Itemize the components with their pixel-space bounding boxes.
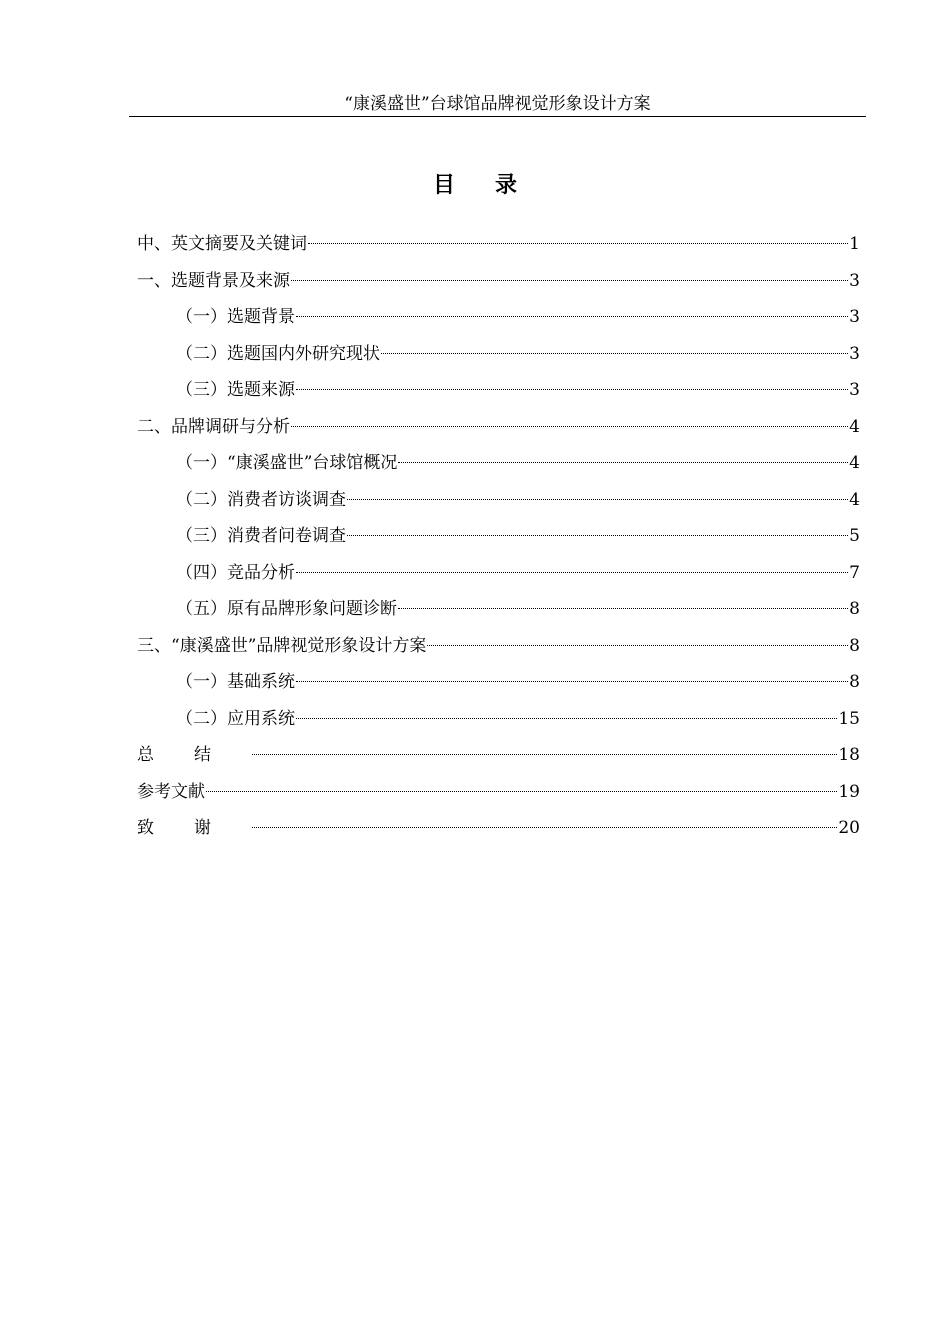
dot-leader [308,243,848,244]
dot-leader [252,827,837,828]
toc-entry-text: 总结 [137,745,251,765]
toc-entry-page: 3 [849,270,860,291]
toc-entry[interactable] [137,701,860,738]
toc-entry-text: 二、品牌调研与分析 [137,416,290,437]
toc-entry-page: 8 [849,599,860,619]
dot-leader [347,499,848,500]
toc-entry-page: 3 [849,343,860,364]
toc-entry-page: 8 [849,672,860,692]
toc-entry-text: 三、“康溪盛世”品牌视觉形象设计方案 [137,635,427,656]
dot-leader [381,353,848,354]
dot-leader [296,389,848,390]
dot-leader [291,280,848,281]
toc-entry-text: （五）原有品牌形象问题诊断 [176,599,397,619]
toc-entry[interactable] [137,409,860,446]
toc-entry-page: 1 [849,234,860,254]
toc-entry[interactable] [137,372,860,409]
toc-entry-page: 8 [849,635,860,656]
toc-entry-text: （四）竞品分析 [176,562,295,583]
toc-entry[interactable] [137,591,860,628]
toc-entry-page: 4 [849,416,860,437]
dot-leader [427,645,848,646]
toc-entry-text: （二）应用系统 [176,708,295,729]
dot-leader [296,681,848,682]
dot-leader [347,535,848,536]
toc-entry-text: 致谢 [137,818,251,838]
table-of-contents [137,226,860,847]
toc-entry[interactable] [137,737,860,774]
toc-entry-text: （一）基础系统 [176,672,295,692]
toc-entry-text: 一、选题背景及来源 [137,270,290,291]
dot-leader [206,791,837,792]
toc-entry-page: 3 [849,380,860,400]
toc-entry[interactable] [137,664,860,701]
toc-entry-page: 3 [849,307,860,327]
dot-leader [252,754,837,755]
page-header [129,92,866,117]
toc-entry-page: 7 [849,562,860,583]
toc-entry-text: （一）选题背景 [176,307,295,327]
dot-leader [296,572,848,573]
toc-entry[interactable] [137,555,860,592]
toc-entry-text: （二）选题国内外研究现状 [176,343,380,364]
toc-entry-text: （三）选题来源 [176,380,295,400]
toc-entry-page: 18 [838,745,860,765]
toc-entry-text: （三）消费者问卷调查 [176,526,346,546]
toc-entry[interactable] [137,482,860,519]
toc-entry[interactable] [137,299,860,336]
toc-entry-text: 中、英文摘要及关键词 [137,234,307,254]
toc-entry-text: （一）“康溪盛世”台球馆概况 [176,453,398,473]
dot-leader [398,608,848,609]
toc-entry-page: 5 [849,526,860,546]
toc-entry-page: 20 [838,818,860,838]
toc-entry[interactable] [137,628,860,665]
toc-entry-text: （二）消费者访谈调查 [176,489,346,510]
toc-entry[interactable] [137,336,860,373]
toc-entry-page: 4 [849,453,860,473]
dot-leader [398,462,848,463]
dot-leader [291,426,848,427]
toc-entry[interactable] [137,445,860,482]
toc-title: 目录 [432,172,557,198]
toc-entry[interactable] [137,263,860,300]
toc-entry[interactable] [137,226,860,263]
dot-leader [296,316,848,317]
toc-entry-page: 19 [838,781,860,802]
header-title: “康溪盛世”台球馆品牌视觉形象设计方案 [344,94,651,114]
toc-entry[interactable] [137,774,860,811]
toc-entry[interactable] [137,518,860,555]
toc-entry-text: 参考文献 [137,781,205,802]
toc-entry-page: 4 [849,489,860,510]
toc-entry-page: 15 [838,708,860,729]
toc-entry[interactable] [137,810,860,847]
dot-leader [296,718,837,719]
